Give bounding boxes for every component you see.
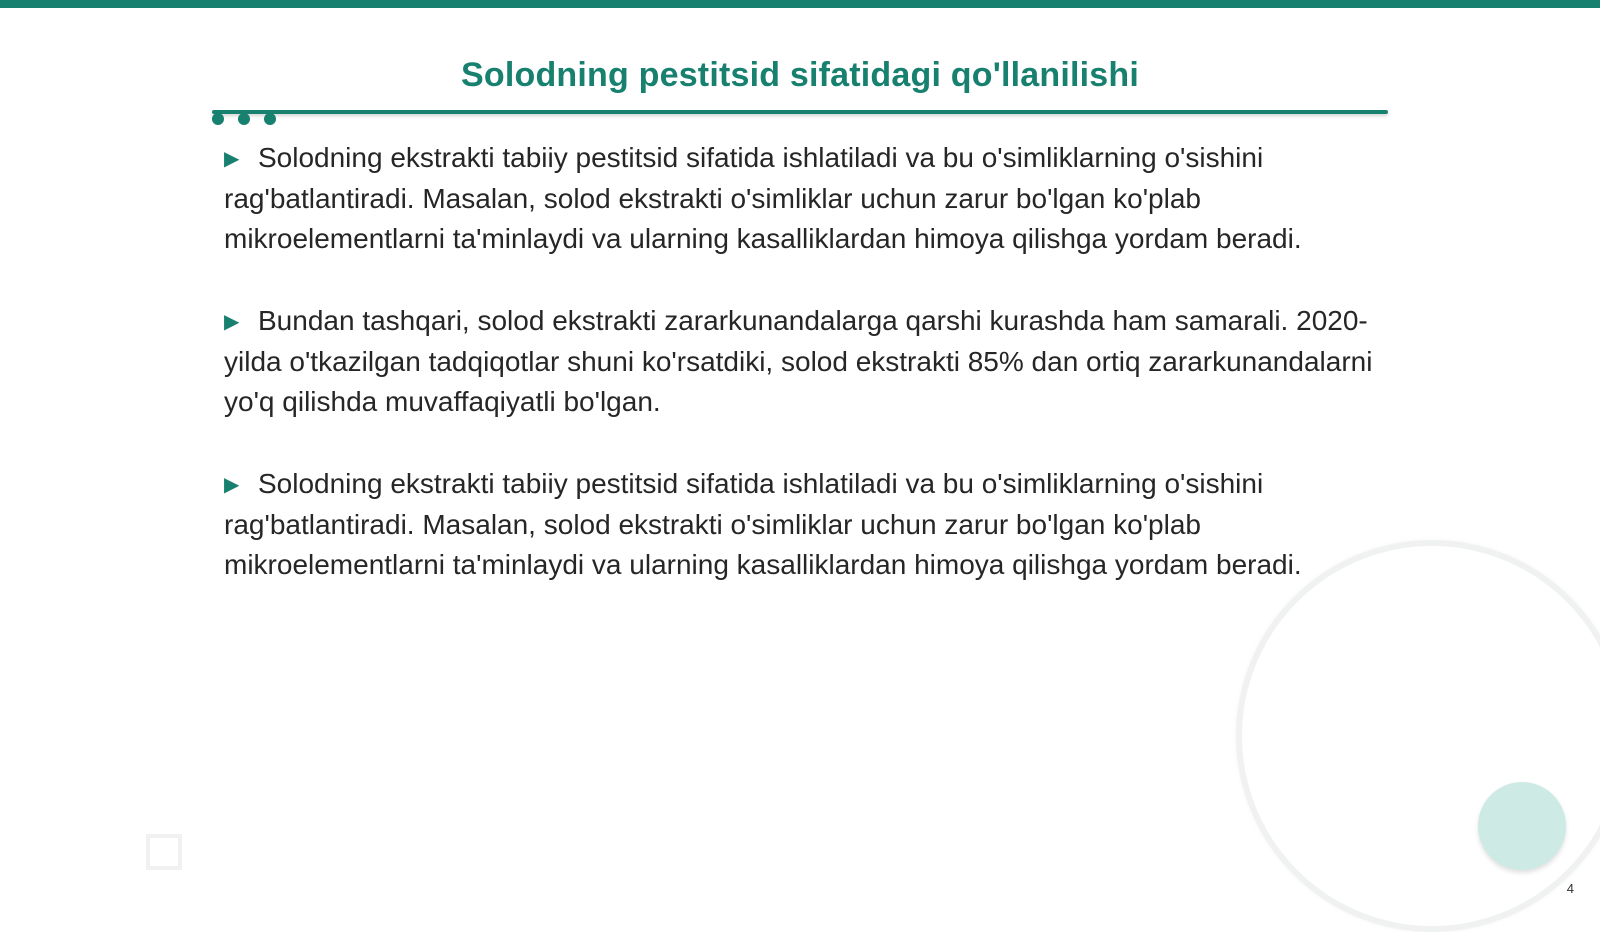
- triangle-right-icon: ▶: [224, 474, 240, 496]
- decorative-circle: [1478, 782, 1566, 870]
- bullet-text: Bundan tashqari, solod ekstrakti zararkunandalarga qarshi kurashda ham samarali. 2020-yilda o'tkazilgan tadqiqotlar shuni ko'rsatdiki, solod ekstrakti 85% dan ortiq zararkunandalarni yo'q qilishda muvaffaqiyatli bo'lgan.: [224, 305, 1373, 417]
- slide-title: Solodning pestitsid sifatidagi qo'llanilishi: [460, 56, 1140, 94]
- title-underline: [212, 110, 1388, 114]
- bullet-text: Solodning ekstrakti tabiiy pestitsid sifatida ishlatiladi va bu o'simliklarning o'sishini rag'batlantiradi. Masalan, solod ekstrakti o'simliklar uchun zarur bo'lgan ko'plab mikroelementlarni ta'minlaydi va ularning kasalliklardan himoya qilishga yordam beradi.: [224, 142, 1302, 254]
- triangle-right-icon: ▶: [224, 148, 240, 170]
- page-number: 4: [1566, 881, 1574, 896]
- decorative-ring: [1236, 540, 1600, 932]
- decorative-dot: [238, 113, 250, 125]
- triangle-right-icon: ▶: [224, 311, 240, 333]
- bullet-list: [224, 138, 1384, 627]
- bullet-item: [224, 301, 1384, 422]
- bullet-text: Solodning ekstrakti tabiiy pestitsid sifatida ishlatiladi va bu o'simliklarning o'sishini rag'batlantiradi. Masalan, solod ekstrakti o'simliklar uchun zarur bo'lgan ko'plab mikroelementlarni ta'minlaydi va ularning kasalliklardan himoya qilishga yordam beradi.: [224, 468, 1302, 580]
- bullet-item: [224, 464, 1384, 585]
- top-accent-bar: [0, 0, 1600, 8]
- decorative-square: [146, 834, 182, 870]
- bullet-item: [224, 138, 1384, 259]
- decorative-dot: [212, 113, 224, 125]
- decorative-dot: [264, 113, 276, 125]
